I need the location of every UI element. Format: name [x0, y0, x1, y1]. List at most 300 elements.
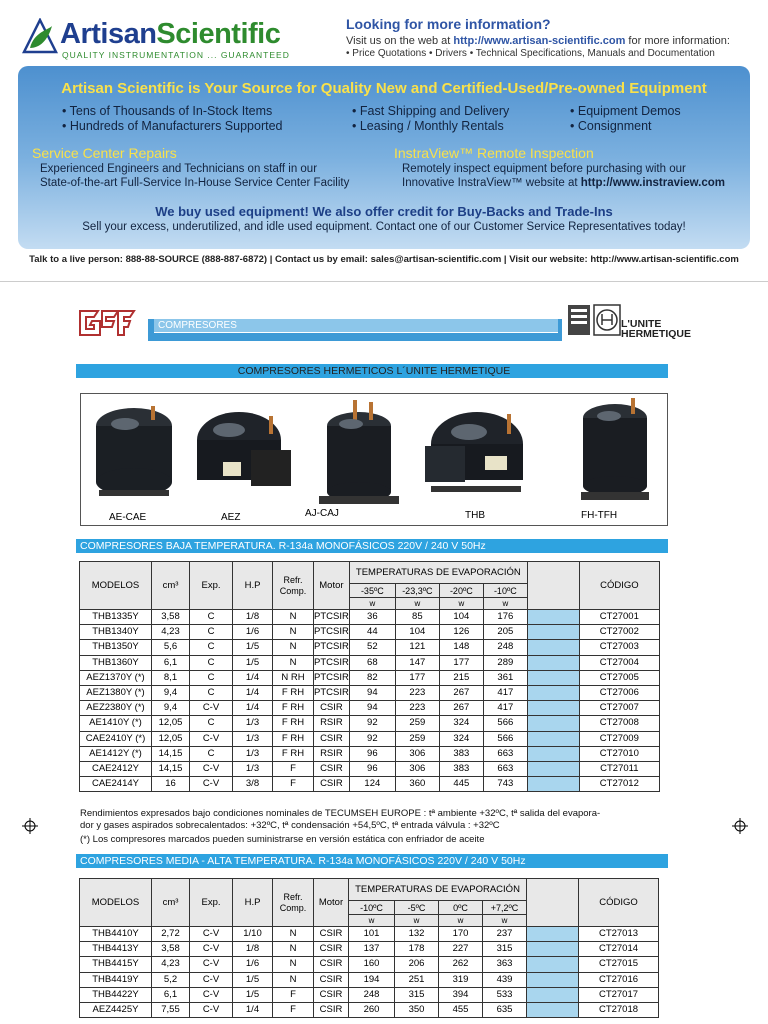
table-cell: 417 [483, 701, 527, 716]
table-cell: CAE2412Y [80, 761, 152, 776]
table-cell: 126 [439, 625, 483, 640]
table-cell-codigo: CT27014 [579, 942, 659, 957]
table-row [80, 610, 660, 625]
table-cell: PTCSIR [314, 685, 350, 700]
table-cell: C-V [190, 777, 233, 792]
table-cell: AEZ1370Y (*) [80, 670, 152, 685]
table-cell: 227 [439, 942, 483, 957]
photo-label: AEZ [221, 512, 241, 523]
table-cell-blank [527, 942, 579, 957]
table-cell: 94 [349, 701, 395, 716]
table-cell: 147 [395, 655, 439, 670]
table-cell-codigo: CT27011 [579, 761, 659, 776]
table-row [80, 1002, 659, 1017]
logo-leaf-icon [22, 18, 58, 58]
table-cell: CSIR [314, 731, 350, 746]
table-cell-blank [527, 972, 579, 987]
table-cell: 445 [439, 777, 483, 792]
table-cell-blank [527, 625, 579, 640]
table-cell: 8,1 [152, 670, 190, 685]
temp-col-header: -20ºC [439, 584, 483, 598]
col-header-cm3: cm³ [152, 879, 190, 927]
table-cell: CSIR [314, 987, 349, 1002]
table-cell: PTCSIR [314, 655, 350, 670]
unit-header: w [349, 915, 395, 927]
table-row [80, 746, 660, 761]
table-cell: 68 [349, 655, 395, 670]
table-cell-codigo: CT27015 [579, 957, 659, 972]
table-cell: N [273, 640, 314, 655]
service-title: Service Center Repairs [32, 145, 177, 161]
table-cell: C [190, 640, 233, 655]
table-cell-codigo: CT27016 [579, 972, 659, 987]
instraview-url-link[interactable]: http://www.instraview.com [580, 177, 725, 189]
table-cell: 9,4 [152, 685, 190, 700]
table-row [80, 716, 660, 731]
table-cell: 206 [395, 957, 439, 972]
table-cell: C [190, 625, 233, 640]
table-cell: THB4415Y [80, 957, 152, 972]
table-cell: N [273, 610, 314, 625]
table-cell: 360 [395, 777, 439, 792]
panel-item: • Equipment Demos [570, 104, 681, 119]
table-cell-blank [527, 731, 579, 746]
table-cell: 12,05 [152, 716, 190, 731]
table-cell: F [273, 1002, 314, 1017]
instraview-text-2: Innovative InstraView™ website at http://www.instraview.com [402, 177, 725, 189]
compressor-ae-cae-icon [89, 398, 179, 508]
table-cell: 194 [349, 972, 395, 987]
table-cell: 1/10 [233, 927, 273, 942]
table-cell-codigo: CT27005 [579, 670, 659, 685]
table-cell: 455 [439, 1002, 483, 1017]
table-cell: CSIR [314, 777, 350, 792]
col-header-refr: Refr. Comp. [273, 879, 314, 927]
table-cell: F RH [273, 685, 314, 700]
table-cell: 417 [483, 685, 527, 700]
table-cell: 170 [439, 927, 483, 942]
table-cell: CAE2414Y [80, 777, 152, 792]
table-cell-blank [527, 777, 579, 792]
table-cell: 1/6 [233, 957, 273, 972]
table-cell: N [273, 972, 314, 987]
table-cell: 237 [483, 927, 527, 942]
col-header-hp: H.P [233, 562, 273, 610]
table-cell: RSIR [314, 746, 350, 761]
table-cell: THB1340Y [80, 625, 152, 640]
table-cell: 383 [439, 761, 483, 776]
table-cell-blank [527, 716, 579, 731]
table-cell: 267 [439, 701, 483, 716]
table-cell: CSIR [314, 942, 349, 957]
table-cell: AE1410Y (*) [80, 716, 152, 731]
table-cell-codigo: CT27013 [579, 927, 659, 942]
table-cell-codigo: CT27010 [579, 746, 659, 761]
table-row [80, 927, 659, 942]
table-cell: CSIR [314, 701, 350, 716]
table-cell: C-V [190, 972, 233, 987]
table-cell: C-V [190, 1002, 233, 1017]
col-header-temps: TEMPERATURAS DE EVAPORACIÓN [349, 879, 527, 901]
table-cell: C-V [190, 957, 233, 972]
col-header-hp: H.P [233, 879, 273, 927]
panel-title: Artisan Scientific is Your Source for Quality New and Certified-Used/Pre-owned Equipment [61, 80, 707, 97]
table-cell: 1/4 [233, 1002, 273, 1017]
table-cell: C [190, 670, 233, 685]
table-cell: 259 [395, 731, 439, 746]
section-title: COMPRESORES HERMETICOS L´UNITE HERMETIQUE [76, 364, 668, 378]
table-cell-codigo: CT27006 [579, 685, 659, 700]
table-cell-codigo: CT27003 [579, 640, 659, 655]
photo-label: FH-TFH [581, 510, 618, 521]
table-row [80, 987, 659, 1002]
table-cell-codigo: CT27004 [579, 655, 659, 670]
table-cell: 635 [483, 1002, 527, 1017]
table-cell: F RH [273, 746, 314, 761]
table-cell: C-V [190, 731, 233, 746]
table-cell: 566 [483, 716, 527, 731]
table-cell-blank [527, 685, 579, 700]
info-block [346, 16, 756, 59]
table-cell: C-V [190, 701, 233, 716]
table-cell: 215 [439, 670, 483, 685]
table-cell: 101 [349, 927, 395, 942]
table-cell: 306 [395, 761, 439, 776]
unit-header: w [395, 915, 439, 927]
table-cell-codigo: CT27008 [579, 716, 659, 731]
table-cell: 96 [349, 761, 395, 776]
unit-header: w [349, 598, 395, 610]
table-cell: CSIR [314, 1002, 349, 1017]
table-row [80, 972, 659, 987]
service-text-2: State-of-the-art Full-Service In-House Service Center Facility [40, 177, 350, 189]
col-header-exp: Exp. [190, 562, 233, 610]
info-bullets: • Price Quotations • Drivers • Technical Specifications, Manuals and Documentation [346, 48, 715, 59]
table-cell: CSIR [314, 927, 349, 942]
table-cell: N [273, 927, 314, 942]
col-header-modelos: MODELOS [80, 879, 152, 927]
table-cell: 92 [349, 731, 395, 746]
table-cell: F RH [273, 716, 314, 731]
table-cell: 6,1 [152, 655, 190, 670]
table-cell: 663 [483, 761, 527, 776]
table-cell: N [273, 655, 314, 670]
artisan-header [0, 0, 768, 282]
unit-header: w [483, 598, 527, 610]
table-cell: 104 [439, 610, 483, 625]
table-cell-blank [527, 957, 579, 972]
table-row [80, 731, 660, 746]
table-cell-blank [527, 640, 579, 655]
table-cell: THB4422Y [80, 987, 152, 1002]
table-cell: 361 [483, 670, 527, 685]
table-cell: 4,23 [152, 625, 190, 640]
table-cell: PTCSIR [314, 670, 350, 685]
table-cell: 85 [395, 610, 439, 625]
panel-item: • Hundreds of Manufacturers Supported [62, 119, 282, 134]
table-cell: 267 [439, 685, 483, 700]
unit-header: w [483, 915, 527, 927]
table-cell: 315 [395, 987, 439, 1002]
table-cell: 663 [483, 746, 527, 761]
table-cell: CSIR [314, 972, 349, 987]
table-cell: 289 [483, 655, 527, 670]
table-cell: 1/8 [233, 942, 273, 957]
unite-brand-text: L'UNITE HERMETIQUE [621, 318, 692, 340]
table-cell: 4,23 [152, 957, 190, 972]
table-cell-codigo: CT27001 [579, 610, 659, 625]
temp-col-header: -23,3ºC [395, 584, 439, 598]
col-header-codigo: CÓDIGO [579, 562, 659, 610]
table-cell: 14,15 [152, 746, 190, 761]
col-header-cm3: cm³ [152, 562, 190, 610]
table-cell: AEZ4425Y [80, 1002, 152, 1017]
table-cell: 1/3 [233, 746, 273, 761]
panel-col-1 [62, 104, 282, 134]
table-cell-blank [527, 655, 579, 670]
table-cell: C [190, 746, 233, 761]
table-cell: C-V [190, 927, 233, 942]
note-line-2: dor y gases aspirados sobrecalentados: +32ºC, tª condensación +54,5ºC, tª entrada válvula : +32ºC [80, 820, 500, 831]
table-cell: 177 [395, 670, 439, 685]
col-header-temps: TEMPERATURAS DE EVAPORACIÓN [349, 562, 527, 584]
compressor-aj-caj-icon [309, 396, 409, 514]
photo-label: AE-CAE [109, 512, 147, 523]
photo-label: THB [465, 510, 485, 521]
table-cell: 324 [439, 716, 483, 731]
table-cell: F [273, 987, 314, 1002]
table-cell: C-V [190, 987, 233, 1002]
table-cell-blank [527, 987, 579, 1002]
table-row [80, 957, 659, 972]
table-cell: 3,58 [152, 610, 190, 625]
table-cell: 1/4 [233, 701, 273, 716]
table-row [80, 685, 660, 700]
table-cell-blank [527, 701, 579, 716]
instraview-title: InstraView™ Remote Inspection [394, 145, 594, 161]
table-row [80, 640, 660, 655]
table-cell: 2,72 [152, 927, 190, 942]
crop-mark-icon [22, 818, 38, 834]
table-cell: 1/6 [233, 625, 273, 640]
photo-label: AJ-CAJ [305, 508, 339, 519]
table-cell: 260 [349, 1002, 395, 1017]
table-cell: CAE2410Y (*) [80, 731, 152, 746]
panel-col-2 [352, 104, 509, 134]
temp-col-header: -5ºC [395, 901, 439, 915]
table-cell: C [190, 685, 233, 700]
table-cell: THB1335Y [80, 610, 152, 625]
contact-line[interactable]: Talk to a live person: 888-88-SOURCE (888-887-6872) | Contact us by email: sales@artisan-scientific.com | Visit our website: http://www.artisan-scientific.com [29, 254, 739, 265]
table-cell: 439 [483, 972, 527, 987]
compressor-photos [80, 393, 668, 526]
table-cell: 3,58 [152, 942, 190, 957]
note-line-1: Rendimientos expresados bajo condiciones nominales de TECUMSEH EUROPE : tª ambiente +32ºC, tª salida del evapora- [80, 808, 601, 819]
temp-col-header: -10ºC [483, 584, 527, 598]
table-cell-codigo: CT27009 [579, 731, 659, 746]
table-cell: C-V [190, 942, 233, 957]
table-cell: 248 [349, 987, 395, 1002]
table-cell-blank [527, 746, 579, 761]
buy-line: We buy used equipment! We also offer credit for Buy-Backs and Trade-Ins [155, 204, 613, 219]
table-cell: 14,15 [152, 761, 190, 776]
compressor-thb-icon [421, 402, 531, 506]
table-cell: 176 [483, 610, 527, 625]
temp-col-header: 0ºC [439, 901, 483, 915]
table-cell: 6,1 [152, 987, 190, 1002]
col-header-motor: Motor [314, 879, 349, 927]
table-cell: 1/4 [233, 685, 273, 700]
table-cell: F RH [273, 701, 314, 716]
table-cell: 5,6 [152, 640, 190, 655]
table-cell: 259 [395, 716, 439, 731]
table1-body [80, 610, 660, 792]
table1-title: COMPRESORES BAJA TEMPERATURA. R-134a MONOFÁSICOS 220V / 240 V 50Hz [76, 539, 668, 553]
temp-col-header: +7,2ºC [483, 901, 527, 915]
service-text-1: Experienced Engineers and Technicians on staff in our [40, 163, 318, 175]
table-cell: 383 [439, 746, 483, 761]
panel-item: • Fast Shipping and Delivery [352, 104, 509, 119]
table-cell: 350 [395, 1002, 439, 1017]
table-cell: 1/8 [233, 610, 273, 625]
table-cell: 137 [349, 942, 395, 957]
table-cell: 160 [349, 957, 395, 972]
table-cell: 1/5 [233, 640, 273, 655]
col-header-exp: Exp. [190, 879, 233, 927]
panel-item: • Consignment [570, 119, 681, 134]
table-cell: 178 [395, 942, 439, 957]
banner-text: COMPRESORES [158, 320, 237, 331]
table-cell-codigo: CT27012 [579, 777, 659, 792]
table2 [79, 878, 659, 1018]
artisan-url-link[interactable]: http://www.artisan-scientific.com [453, 35, 626, 47]
table-cell: THB4413Y [80, 942, 152, 957]
table-cell: CSIR [314, 761, 350, 776]
table-cell: THB1360Y [80, 655, 152, 670]
table-cell: 223 [395, 685, 439, 700]
table-cell: C [190, 655, 233, 670]
table-cell: 262 [439, 957, 483, 972]
table-cell: PTCSIR [314, 610, 350, 625]
doc-banner [76, 305, 562, 341]
table-cell: CSIR [314, 957, 349, 972]
table-cell: N [273, 625, 314, 640]
table-cell: 533 [483, 987, 527, 1002]
table-cell: 324 [439, 731, 483, 746]
table-cell: 394 [439, 987, 483, 1002]
table-cell: N RH [273, 670, 314, 685]
col-header-refr: Refr. Comp. [273, 562, 314, 610]
table-row [80, 670, 660, 685]
table-cell: 7,55 [152, 1002, 190, 1017]
table-row [80, 655, 660, 670]
gsf-logo-icon [76, 305, 136, 341]
table-cell: 96 [349, 746, 395, 761]
table-cell: 3/8 [233, 777, 273, 792]
table-row [80, 761, 660, 776]
table-cell: 124 [349, 777, 395, 792]
table-cell: 12,05 [152, 731, 190, 746]
table-cell: 1/3 [233, 716, 273, 731]
info-title: Looking for more information? [346, 16, 551, 32]
table-cell: RSIR [314, 716, 350, 731]
artisan-logo[interactable] [22, 16, 292, 62]
panel-item: • Leasing / Monthly Rentals [352, 119, 509, 134]
table-cell: PTCSIR [314, 640, 350, 655]
table-cell: 1/5 [233, 987, 273, 1002]
table-cell: F [273, 777, 314, 792]
table-cell: F RH [273, 731, 314, 746]
table-cell: 248 [483, 640, 527, 655]
table-cell: 743 [483, 777, 527, 792]
table2-body [80, 927, 659, 1018]
table-cell: 1/5 [233, 655, 273, 670]
table-cell: THB4419Y [80, 972, 152, 987]
table-cell: 5,2 [152, 972, 190, 987]
table-cell: PTCSIR [314, 625, 350, 640]
table-cell-blank [527, 610, 579, 625]
col-header-blank [527, 879, 579, 927]
table-cell-codigo: CT27002 [579, 625, 659, 640]
table-cell: 94 [349, 685, 395, 700]
table-cell: AEZ1380Y (*) [80, 685, 152, 700]
table-cell: N [273, 942, 314, 957]
table-cell: 121 [395, 640, 439, 655]
table-cell: THB1350Y [80, 640, 152, 655]
table-cell: AE1412Y (*) [80, 746, 152, 761]
table-cell: 82 [349, 670, 395, 685]
table-cell-blank [527, 927, 579, 942]
table-cell: 132 [395, 927, 439, 942]
info-line: Visit us on the web at http://www.artisan-scientific.com for more information: [346, 35, 730, 47]
compressor-fh-tfh-icon [575, 396, 655, 508]
table1 [79, 561, 660, 792]
table-cell: 566 [483, 731, 527, 746]
table-row [80, 701, 660, 716]
col-header-codigo: CÓDIGO [579, 879, 659, 927]
table-cell: 363 [483, 957, 527, 972]
panel-col-3 [570, 104, 681, 134]
table-cell: C [190, 610, 233, 625]
table-cell-blank [527, 670, 579, 685]
panel-item: • Tens of Thousands of In-Stock Items [62, 104, 282, 119]
promo-panel [18, 66, 750, 249]
temp-col-header: -10ºC [349, 901, 395, 915]
unit-header: w [439, 598, 483, 610]
unit-header: w [439, 915, 483, 927]
logo-tagline: QUALITY INSTRUMENTATION ... GUARANTEED [62, 50, 290, 60]
table-cell: 16 [152, 777, 190, 792]
sell-line: Sell your excess, underutilized, and idle used equipment. Contact one of our Customer Service Representatives today! [82, 221, 686, 233]
table-cell: 44 [349, 625, 395, 640]
table-cell: 1/5 [233, 972, 273, 987]
table-cell: 319 [439, 972, 483, 987]
table-cell: N [273, 957, 314, 972]
instraview-text-1: Remotely inspect equipment before purchasing with our [402, 163, 686, 175]
table-cell: 315 [483, 942, 527, 957]
table-cell: AEZ2380Y (*) [80, 701, 152, 716]
table-cell: 92 [349, 716, 395, 731]
table-cell: 1/4 [233, 670, 273, 685]
table-cell: 223 [395, 701, 439, 716]
table-cell: 148 [439, 640, 483, 655]
table-row [80, 942, 659, 957]
table-cell-blank [527, 761, 579, 776]
table-cell-codigo: CT27018 [579, 1002, 659, 1017]
table-cell: 251 [395, 972, 439, 987]
crop-mark-icon [732, 818, 748, 834]
table-cell: C-V [190, 761, 233, 776]
